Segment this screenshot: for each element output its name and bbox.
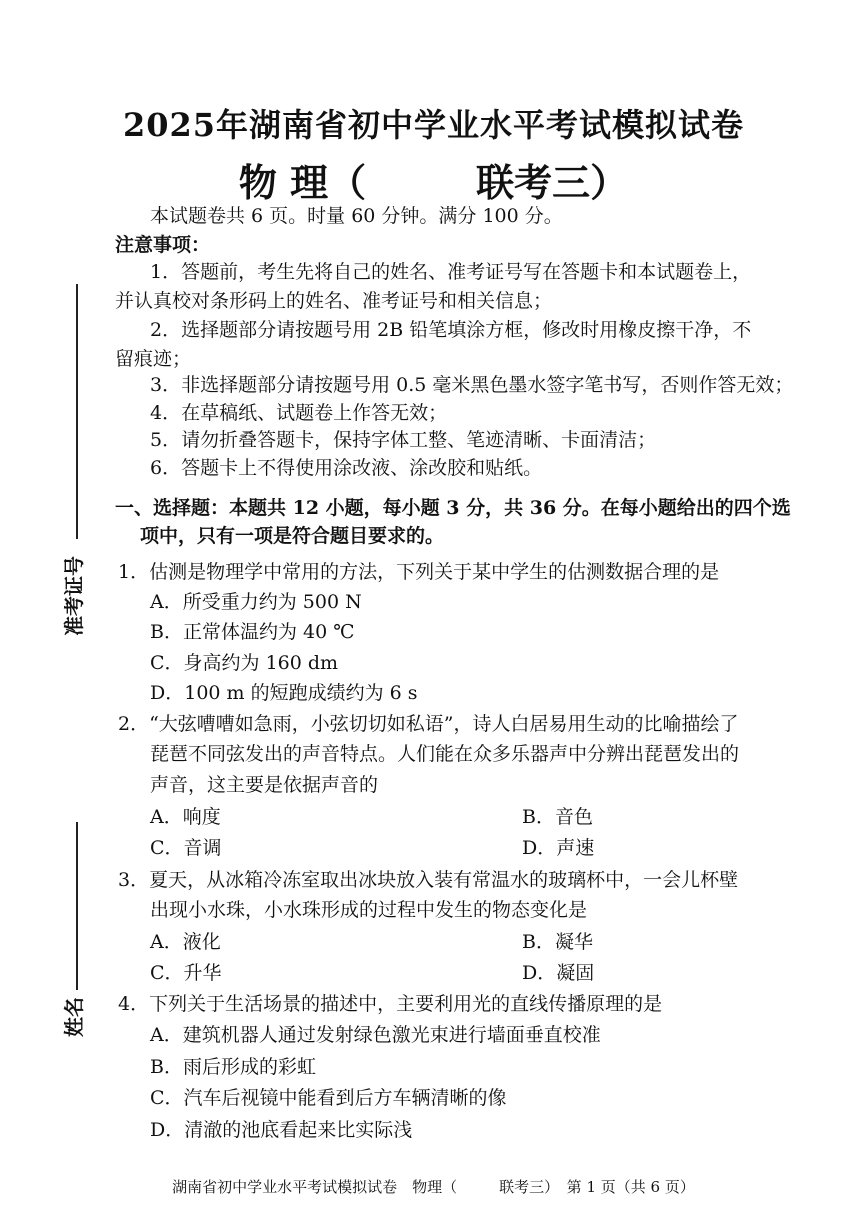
question-3-option-c: C．升华 [150,962,222,984]
subject-name: 物 理（ [238,160,367,205]
question-4-option-a: A．建筑机器人通过发射绿色激光束进行墙面垂直校准 [150,1024,601,1046]
question-2-option-b: B．音色 [522,806,593,828]
notice-item: 3．非选择题部分请按题号用 0.5 毫米黑色墨水签字笔书写，否则作答无效； [150,374,794,396]
section-heading: 一、选择题：本题共 12 小题，每小题 3 分，共 36 分。在每小题给出的四个选 [115,497,791,519]
notice-item: 并认真校对条形码上的姓名、准考证号和相关信息； [115,290,553,312]
question-2-option-c: C．音调 [150,837,222,859]
section-heading-cont: 项中，只有一项是符合题目要求的。 [140,525,445,547]
notice-item: 6．答题卡上不得使用涂改液、涂改胶和贴纸。 [150,457,543,479]
question-2-stem: 2．“大弦嘈嘈如急雨，小弦切切如私语”，诗人白居易用生动的比喻描绘了 [118,713,739,735]
question-3-stem: 3．夏天，从冰箱冷冻室取出冰块放入装有常温水的玻璃杯中，一会儿杯壁 [118,869,739,891]
notice-item: 5．请勿折叠答题卡，保持字体工整、笔迹清晰、卡面清洁； [150,429,657,451]
question-1-option-b: B．正常体温约为 40 ℃ [150,621,355,643]
exam-no-write-line [76,284,78,539]
exam-number-label: 准考证号 [62,556,86,636]
name-label: 姓名 [62,997,86,1037]
page-footer [0,1176,867,1197]
question-2-option-a: A．响度 [150,806,221,828]
notice-item: 1．答题前，考生先将自己的姓名、准考证号写在答题卡和本试题卷上， [150,261,752,283]
question-4-stem: 4．下列关于生活场景的描述中，主要利用光的直线传播原理的是 [118,993,663,1015]
question-4-option-d: D．清澈的池底看起来比实际浅 [150,1119,413,1141]
question-4-option-b: B．雨后形成的彩虹 [150,1056,316,1078]
notice-item: 4．在草稿纸、试题卷上作答无效； [150,402,448,424]
notice-heading: 注意事项： [115,234,211,256]
question-3-option-b: B．凝华 [522,931,593,953]
exam-subject [0,152,867,207]
exam-intro: 本试题卷共 6 页。时量 60 分钟。满分 100 分。 [150,205,563,227]
footer-right: 联考三） 第 1 页（共 6 页） [499,1178,695,1196]
exam-title: 2025年湖南省初中学业水平考试模拟试卷 [122,106,745,144]
question-3-stem-cont: 出现小水珠，小水珠形成的过程中发生的物态变化是 [150,899,588,921]
footer-left: 湖南省初中学业水平考试模拟试卷 物理（ [172,1178,458,1196]
notice-item: 留痕迹； [115,348,192,370]
notice-item: 2．选择题部分请按题号用 2B 铅笔填涂方框，修改时用橡皮擦干净，不 [150,319,752,341]
name-write-line [76,822,78,990]
exam-tag: 联考三） [476,160,629,205]
question-1-option-d: D．100 m 的短跑成绩约为 6 s [150,682,418,704]
question-4-option-c: C．汽车后视镜中能看到后方车辆清晰的像 [150,1087,507,1109]
question-2-stem-cont: 声音，这主要是依据声音的 [150,774,379,796]
question-2-option-d: D．声速 [522,837,595,859]
question-2-stem-cont: 琵琶不同弦发出的声音特点。人们能在众多乐器声中分辨出琵琶发出的 [150,743,740,765]
question-3-option-a: A．液化 [150,931,221,953]
question-3-option-d: D．凝固 [522,962,595,984]
question-1-stem: 1．估测是物理学中常用的方法，下列关于某中学生的估测数据合理的是 [118,561,720,583]
question-1-option-a: A．所受重力约为 500 N [150,591,362,613]
question-1-option-c: C．身高约为 160 dm [150,652,339,674]
